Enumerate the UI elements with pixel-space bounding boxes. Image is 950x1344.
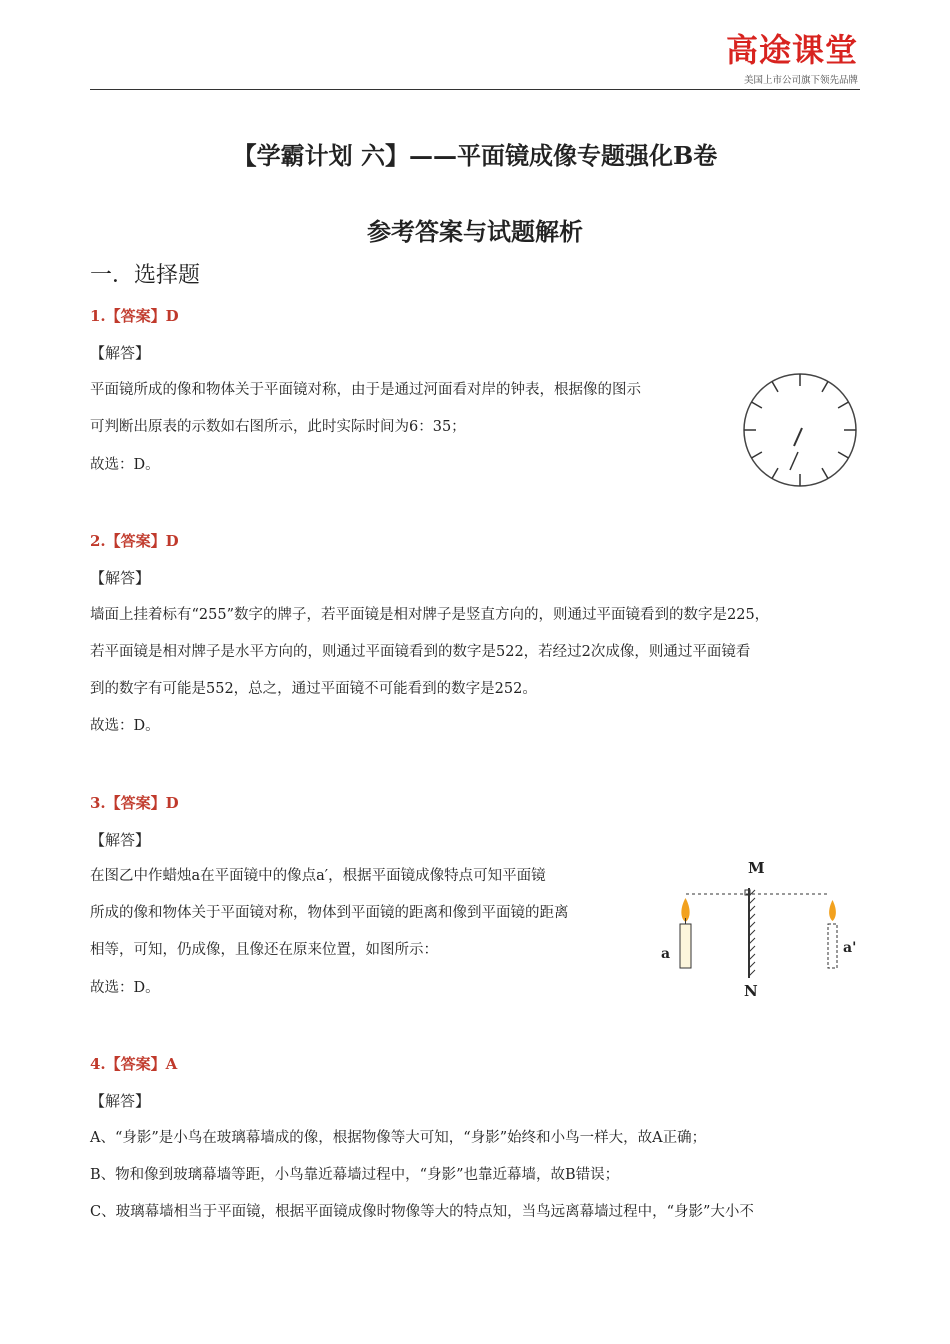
header-divider (90, 89, 860, 90)
mirror-candle-figure (652, 856, 867, 1001)
label-m: M (748, 859, 765, 877)
answer-2: 2.【答案】D (90, 532, 179, 550)
q1-line: 可判断出原表的示数如右图所示，此时实际时间为6：35； (90, 419, 466, 435)
q4-line: C、玻璃幕墙相当于平面镜，根据平面镜成像时物像等大的特点知，当鸟远离幕墙过程中，“身影”大小不 (90, 1204, 754, 1220)
q4-line: B、物和像到玻璃幕墙等距，小鸟靠近幕墙过程中，“身影”也靠近幕墙，故B错误； (90, 1167, 620, 1183)
clock-minute-hand (790, 452, 798, 470)
label-a-prime: a' (843, 940, 857, 956)
jieda-label-3: 【解答】 (90, 831, 151, 849)
q3-line: 相等，可知，仍成像，且像还在原来位置，如图所示： (90, 942, 438, 958)
answer-4: 4.【答案】A (90, 1055, 178, 1073)
q2-line: 到的数字有可能是552，总之，通过平面镜不可能看到的数字是252。 (90, 681, 537, 697)
answer-1: 1.【答案】D (90, 307, 179, 325)
clock-hour-hand (794, 428, 802, 446)
jieda-label-1: 【解答】 (90, 344, 151, 362)
label-a: a (661, 946, 671, 962)
q3-line: 在图乙中作蜡烛a在平面镜中的像点a′，根据平面镜成像特点可知平面镜 (90, 868, 546, 884)
section-heading: 一．选择题 (90, 263, 201, 288)
jieda-label-4: 【解答】 (90, 1092, 151, 1110)
answer-3: 3.【答案】D (90, 794, 179, 812)
label-n: N (744, 982, 758, 1000)
q2-line: 故选：D。 (90, 718, 160, 734)
q1-line: 平面镜所成的像和物体关于平面镜对称，由于是通过河面看对岸的钟表，根据像的图示 (90, 382, 641, 398)
brand-logo: 高途课堂 (725, 31, 858, 69)
jieda-label-2: 【解答】 (90, 569, 151, 587)
page-subtitle: 参考答案与试题解析 (367, 217, 583, 246)
flame-image (829, 900, 836, 921)
q2-line: 墙面上挂着标有“255”数字的牌子，若平面镜是相对牌子是竖直方向的，则通过平面镜看到的数字是225， (90, 607, 770, 623)
q2-line: 若平面镜是相对牌子是水平方向的，则通过平面镜看到的数字是522，若经过2次成像，则通过平面镜看 (90, 644, 751, 660)
brand-tagline: 美国上市公司旗下领先品牌 (743, 75, 858, 86)
q3-line: 故选：D。 (90, 980, 160, 996)
clock-figure (738, 372, 862, 488)
page-title: 【学霸计划 六】——平面镜成像专题强化B卷 (232, 141, 718, 170)
q4-line: A、“身影”是小鸟在玻璃幕墙成的像，根据物像等大可知，“身影”始终和小鸟一样大，故A正确； (90, 1130, 707, 1146)
q3-line: 所成的像和物体关于平面镜对称，物体到平面镜的距离和像到平面镜的距离 (90, 905, 569, 921)
candle-image (828, 924, 837, 968)
q1-line: 故选：D。 (90, 457, 160, 473)
candle-a (680, 924, 691, 968)
